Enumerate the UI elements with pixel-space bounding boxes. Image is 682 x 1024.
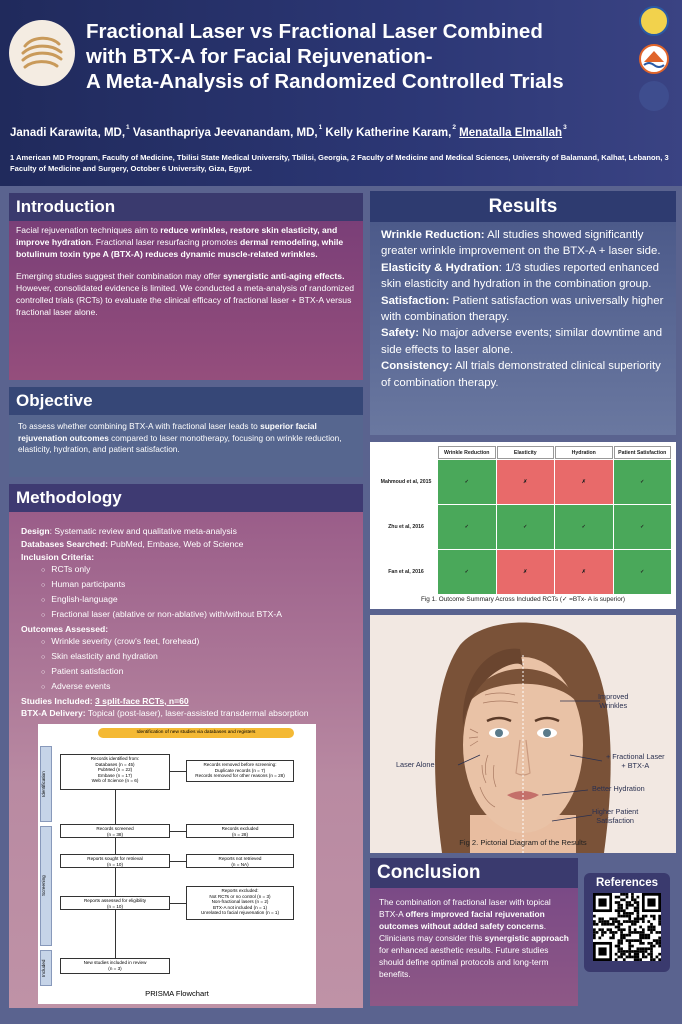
table-header-cell: Elasticity [497, 446, 555, 459]
table-cell: ✗ [497, 460, 555, 504]
result-item: Satisfaction: Patient satisfaction was universally higher with combination therapy. [381, 294, 664, 324]
list-item: ○ English-language [41, 593, 357, 608]
references-heading: References [595, 877, 658, 889]
results-panel [370, 222, 676, 435]
prisma-identified-box: Records identified from: Databases (n = 45) PubMed (n = 22) Embase (n = 17) Web of Science (n = 6) [60, 754, 170, 790]
table-row-label: Mahmoud et al, 2015 [380, 479, 432, 485]
table-cell: ✓ [438, 460, 496, 504]
table-row-label: Fan et al, 2016 [388, 569, 424, 575]
label-fractional-laser-btx: + Fractional Laser + BTX-A [606, 752, 665, 770]
table-cell: ✗ [555, 460, 613, 504]
affiliations: 1 American MD Program, Faculty of Medicine, Tbilisi State Medical University, Tbilisi, Georgia, 2 Faculty of Medicine and Medical Sciences, University of Balamand, Kalhat, Lebanon, 3 Faculty of Medicine and Surgery, October 6 University, Giza, Egypt. [10, 153, 669, 173]
result-item: Consistency: All trials demonstrated clinical superiority of combination therapy. [381, 360, 661, 389]
table-cell: ✗ [555, 550, 613, 594]
label-laser-alone: Laser Alone [396, 760, 435, 769]
prisma-reports-excluded-box: Reports excluded: Not RCTs or no control (n = 3) Non-fractional lasers (n = 2) BTX-A not included (n = 1) Unrelated to facial rejuvenation (n = 1) [186, 886, 294, 920]
table-row-label: Zhu et al, 2016 [388, 524, 424, 530]
pictorial-diagram [370, 615, 676, 853]
october-university-logo-icon [639, 81, 669, 111]
label-better-hydration: Better Hydration [592, 784, 645, 793]
table-header-cell: Hydration [555, 446, 613, 459]
results-heading: Results [370, 191, 676, 222]
list-item: ○ Patient satisfaction [41, 665, 357, 680]
figure-caption: Fig 2. Pictorial Diagram of the Results [459, 838, 587, 847]
prisma-sought-box: Reports sought for retrieval (n = 10) [60, 854, 170, 868]
objective-heading: Objective [9, 387, 363, 415]
prisma-side-identification: Identification [40, 746, 52, 822]
prisma-excluded-box: Records excluded (n = 28) [186, 824, 294, 838]
list-item: ○ Human participants [41, 578, 357, 593]
table-header-cell: Wrinkle Reduction [438, 446, 496, 459]
list-item: ○ Adverse events [41, 680, 357, 695]
table-cell: ✓ [438, 550, 496, 594]
author-list: Janadi Karawita, MD,$^1$ Vasanthapriya Jeevanandam, MD,$^1$ Kelly Katherine Karam,$^2$ Menatalla Elmallah$^3$ [10, 124, 567, 139]
table-cell: ✓ [614, 460, 672, 504]
conclusion-heading: Conclusion [370, 858, 578, 888]
prisma-assessed-box: Reports assessed for eligibility (n = 10) [60, 896, 170, 910]
references-box [584, 873, 670, 972]
prisma-flowchart [38, 724, 316, 1004]
result-item: Elasticity & Hydration: 1/3 studies reported enhanced skin elasticity and hydration in the combination group. [381, 261, 659, 291]
outcomes-list [21, 635, 357, 694]
prisma-banner: Identification of new studies via databases and registers [98, 728, 294, 738]
label-improved-wrinkles: Improved Wrinkles [598, 692, 629, 710]
logo-icon [9, 20, 75, 86]
qr-code-icon[interactable] [593, 893, 661, 961]
list-item: ○ Skin elasticity and hydration [41, 650, 357, 665]
methodology-heading: Methodology [9, 484, 363, 512]
list-item: ○ RCTs only [41, 563, 357, 578]
prisma-caption: PRISMA Flowchart [145, 989, 209, 998]
result-item: Wrinkle Reduction: All studies showed significantly greater wrinkle improvement on the BTX-A + laser side. [381, 229, 661, 258]
prisma-removed-box: Records removed before screening: Duplicate records (n = 7) Records removed for other reasons (n = 28) [186, 760, 294, 782]
objective-panel: To assess whether combining BTX-A with fractional laser leads to superior facial rejuvenation outcomes compared to laser monotherapy, focusing on wrinkle reduction, elasticity, hydration, and patient satisfaction. [9, 415, 363, 477]
list-item: ○ Wrinkle severity (crow's feet, forehead) [41, 635, 357, 650]
university-seal-icon [639, 6, 669, 36]
table-cell: ✗ [497, 550, 555, 594]
outcome-summary-table [370, 442, 676, 609]
table-cell: ✓ [555, 505, 613, 549]
table-caption: Fig 1. Outcome Summary Across Included RCTs (✓ =BTx- A is superior) [420, 596, 626, 603]
prisma-side-included: Included [40, 950, 52, 986]
table-cell: ✓ [438, 505, 496, 549]
result-item: Safety: No major adverse events; similar downtime and side effects to laser alone. [381, 327, 663, 356]
table-cell: ✓ [497, 505, 555, 549]
inclusion-criteria-list [21, 563, 357, 622]
prisma-included-box: New studies included in review (n = 3) [60, 958, 170, 974]
prisma-not-retrieved-box: Reports not retrieved (n = NA) [186, 854, 294, 868]
label-higher-satisfaction: Higher Patient Satisfaction [592, 807, 639, 825]
list-item: ○ Fractional laser (ablative or non-ablative) with/without BTX-A [41, 608, 357, 623]
prisma-side-screening: Screening [40, 826, 52, 946]
prisma-screened-box: Records screened (n = 38) [60, 824, 170, 838]
introduction-panel: Facial rejuvenation techniques aim to reduce wrinkles, restore skin elasticity, and improve hydration. Fractional laser resurfacing promotes dermal remodeling, while botulinum toxin type A (BTX-A) reduces dynamic muscle-related wrinkles. Emerging studies suggest their combination may offer synergistic anti-aging effects. However, consolidated evidence is limited. We conducted a meta-analysis of randomized controlled trials (RCTs) to evaluate the clinical efficacy of fractional laser + BTX-A versus fractional laser alone. [9, 221, 363, 380]
university-logo-icon [639, 44, 669, 74]
table-cell: ✓ [614, 550, 672, 594]
poster-title: Fractional Laser vs Fractional Laser Combined with BTX-A for Facial Rejuvenation- A Meta-Analysis of Randomized Controlled Trials [86, 20, 564, 93]
table-header-cell: Patient Satisfaction [614, 446, 672, 459]
introduction-heading: Introduction [9, 193, 363, 221]
table-cell: ✓ [614, 505, 672, 549]
conclusion-panel: The combination of fractional laser with topical BTX-A offers improved facial rejuvenation outcomes without added safety concerns. Clinicians may consider this synergistic approach for enhanced aesthetic results. Future studies should define optimal protocols and long-term benefits. [370, 888, 578, 1006]
methodology-panel: Design: Systematic review and qualitative meta-analysis Databases Searched: PubMed, Embase, Web of Science Inclusion Criteria: ○ RCTs only ○ Human participants ○ English-language ○ Fractional laser (ablative or non-ablative) with/without BTX-A Outcomes Assessed: ○ Wrinkle severity (crow's feet, forehead) ○ Skin elasticity and hydration ○ Patient satisfaction ○ Adverse events Studies Included: 3 split-face RCTs, n=60 BTX-A Delivery: Topical (post-laser), laser-assisted transdermal absorption [9, 512, 363, 1008]
